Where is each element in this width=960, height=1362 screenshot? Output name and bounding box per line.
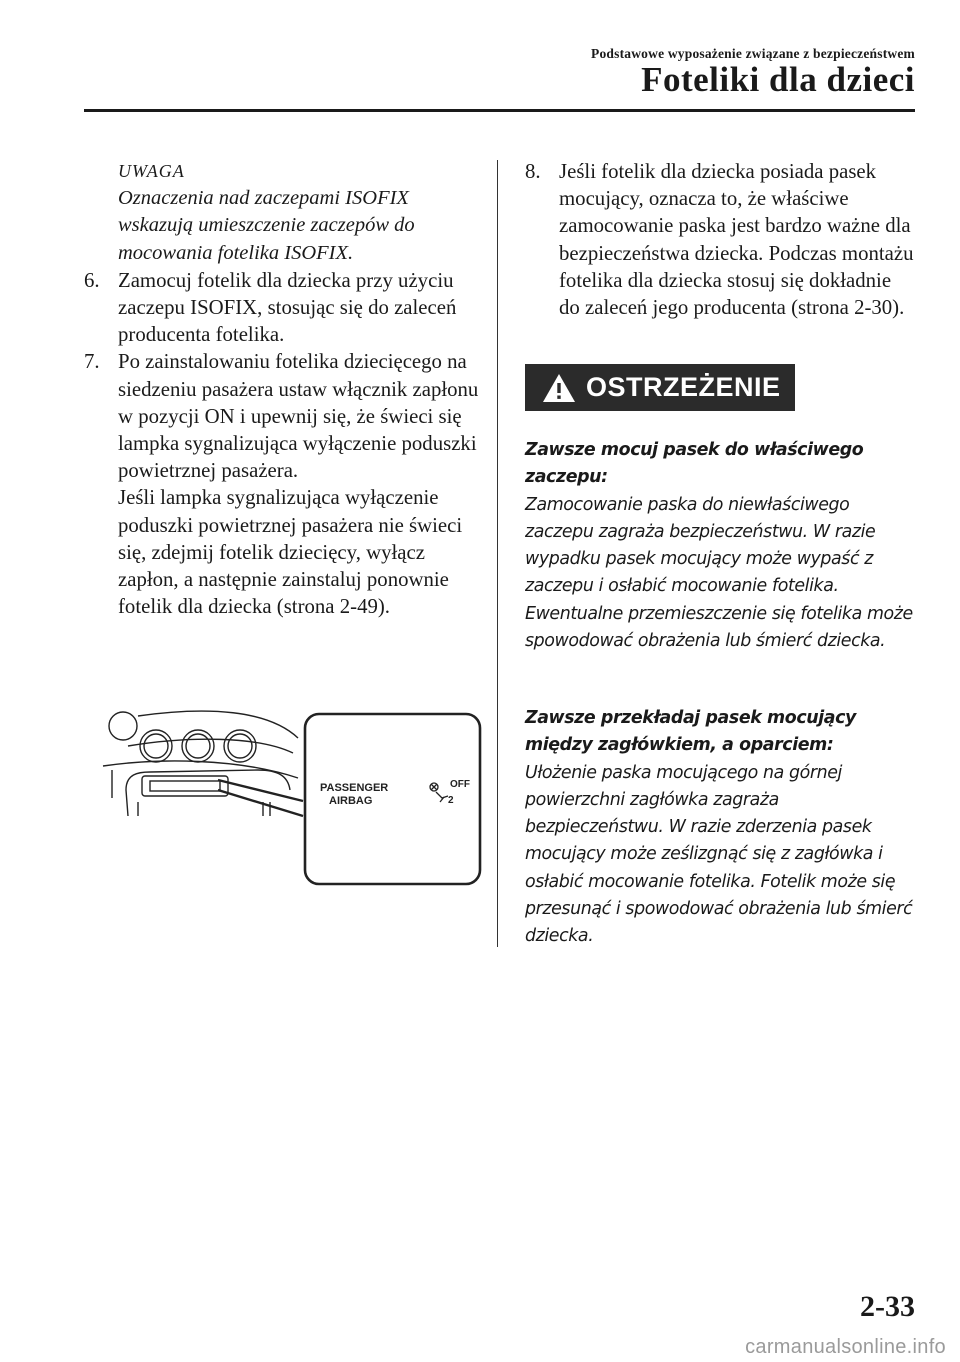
step-text: Zamocuj fotelik dla dziecka przy użyciu zaczepu ISOFIX, stosując się do zaleceń producenta fotelika. [118, 268, 457, 347]
passenger-label-line1: PASSENGER [320, 782, 389, 794]
note-text: Oznaczenia nad zaczepami ISOFIX wskazują umieszczenie zaczepów do mocowania fotelika ISOFIX. [118, 187, 415, 264]
warning-body: Zamocowanie paska do niewłaściwego zaczepu zagraża bezpieczeństwu. W razie wypadku pasek mocujący może wypaść z zaczepu i osłabić mocowanie fotelika. Ewentualne przemieszczenie się fotelika może spowodować obrażenia lub śmierć dziecka. [525, 494, 913, 652]
off-label: OFF [450, 779, 470, 790]
step-8 [525, 158, 917, 321]
warning-label: OSTRZEŻENIE [586, 372, 781, 402]
page-number: 2-33 [860, 1290, 915, 1323]
warning-lead: Zawsze mocuj pasek do właściwego zaczepu: [525, 440, 864, 488]
warning-banner [525, 364, 795, 411]
right-column [525, 158, 917, 321]
step-number: 7. [84, 350, 100, 374]
warning-item [525, 437, 917, 655]
indicator-number: 2 [448, 795, 454, 806]
warning-item [525, 705, 917, 951]
step-number: 6. [84, 268, 100, 292]
step-6 [84, 267, 484, 349]
left-column [84, 158, 484, 620]
airbag-label-line2: AIRBAG [329, 795, 373, 807]
step-text-continued: Jeśli lampka sygnalizująca wyłączenie poduszki powietrznej pasażera nie świeci się, zdejmij fotelik dziecięcy, wyłącz zapłon, a następnie zainstaluj ponownie fotelik dla dziecka (strona 2-49). [118, 486, 463, 619]
step-text: Po zainstalowaniu fotelika dziecięcego na siedzeniu pasażera ustaw włącznik zapłonu w pozycji ON i upewnij się, że świeci się lampka sygnalizująca wyłączenie poduszki powietrznej pasażera. [118, 350, 479, 483]
step-text: Jeśli fotelik dla dziecka posiada pasek mocujący, oznacza to, że właściwe zamocowanie paska jest bardzo ważne dla bezpieczeństwa dziecka. Podczas montażu fotelika dla dziecka stosuj się dokładnie do zaleceń jego producenta (strona 2-30). [559, 160, 914, 320]
note-title: UWAGA [118, 161, 185, 181]
dashboard-drawing [98, 698, 483, 898]
step-number: 8. [525, 160, 541, 183]
step-7 [84, 348, 484, 620]
note-block [118, 158, 484, 267]
warning-lead: Zawsze przekładaj pasek mocujący między zagłówkiem, a oparciem: [525, 708, 856, 756]
airbag-off-icon [430, 783, 448, 802]
header-rule [84, 109, 915, 112]
column-divider [497, 160, 498, 947]
page-title: Foteliki dla dzieci [641, 60, 915, 99]
warning-body: Ułożenie paska mocującego na górnej powierzchni zagłówka zagraża bezpieczeństwu. W razie zderzenia pasek mocujący może ześlizgnąć się z zagłówka i osłabić mocowanie fotelika. Fotelik może się przesunąć i spowodować obrażenia lub śmierć dziecka. [525, 762, 913, 947]
warning-triangle-icon [541, 371, 577, 405]
watermark: carmanualsonline.info [745, 1336, 946, 1358]
section-header: Podstawowe wyposażenie związane z bezpieczeństwem [591, 46, 915, 61]
airbag-indicator-illustration [98, 698, 483, 898]
